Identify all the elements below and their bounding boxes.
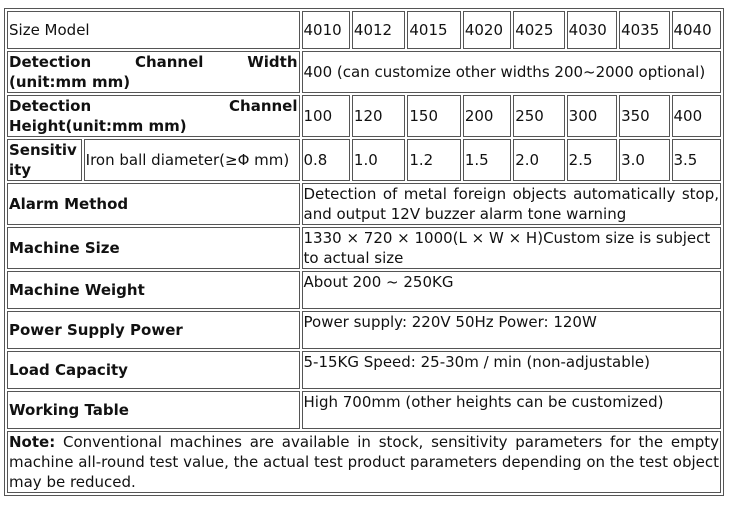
model-cell: 4030 bbox=[567, 11, 617, 49]
sensitivity-cell: 3.5 bbox=[672, 139, 722, 181]
sensitivity-cell: 1.0 bbox=[352, 139, 405, 181]
sensitivity-label: Sensitivity bbox=[7, 139, 82, 181]
model-cell: 4025 bbox=[513, 11, 564, 49]
machine-size-label: Machine Size bbox=[7, 227, 300, 269]
height-cell: 150 bbox=[407, 95, 460, 137]
machine-weight-label: Machine Weight bbox=[7, 271, 300, 309]
load-capacity-label: Load Capacity bbox=[7, 351, 300, 389]
sensitivity-cell: 0.8 bbox=[302, 139, 350, 181]
load-capacity-row bbox=[7, 351, 721, 389]
model-cell: 4012 bbox=[352, 11, 405, 49]
height-cell: 400 bbox=[672, 95, 722, 137]
model-cell: 4015 bbox=[407, 11, 460, 49]
note-cell bbox=[7, 431, 721, 493]
machine-weight-row bbox=[7, 271, 721, 309]
channel-height-label: Detection Channel Height(unit:mm mm) bbox=[9, 97, 298, 135]
specification-table bbox=[4, 8, 724, 496]
sensitivity-sublabel: Iron ball diameter(≥Φ mm) bbox=[84, 139, 300, 181]
power-supply-value: Power supply: 220V 50Hz Power: 120W bbox=[302, 311, 722, 349]
height-cell: 100 bbox=[302, 95, 350, 137]
model-cell: 4040 bbox=[672, 11, 722, 49]
sensitivity-row bbox=[7, 139, 721, 181]
note-text: Conventional machines are available in stock, sensitivity parameters for the empty machine all-round test value, the actual test product parameters depending on the test object may be reduced. bbox=[9, 433, 719, 491]
power-supply-label: Power Supply Power bbox=[7, 311, 300, 349]
working-table-label: Working Table bbox=[7, 391, 300, 429]
working-table-value: High 700mm (other heights can be customized) bbox=[302, 391, 722, 429]
alarm-method-value: Detection of metal foreign objects automatically stop, and output 12V buzzer alarm tone warning bbox=[303, 185, 719, 223]
sensitivity-cell: 2.5 bbox=[567, 139, 617, 181]
sensitivity-cell: 1.5 bbox=[463, 139, 511, 181]
size-model-label: Size Model bbox=[7, 11, 300, 49]
note-row bbox=[7, 431, 721, 493]
alarm-method-label: Alarm Method bbox=[7, 183, 300, 225]
size-model-row bbox=[7, 11, 721, 49]
load-capacity-value: 5-15KG Speed: 25-30m / min (non-adjustable) bbox=[302, 351, 722, 389]
channel-width-value: 400 (can customize other widths 200~2000 optional) bbox=[302, 51, 722, 93]
sensitivity-cell: 1.2 bbox=[407, 139, 460, 181]
channel-width-row bbox=[7, 51, 721, 93]
model-cell: 4035 bbox=[619, 11, 669, 49]
machine-size-value: 1330 × 720 × 1000(L × W × H)Custom size is subject to actual size bbox=[302, 227, 722, 269]
channel-width-label: Detection Channel Width (unit:mm mm) bbox=[9, 53, 298, 91]
height-cell: 250 bbox=[513, 95, 564, 137]
height-cell: 300 bbox=[567, 95, 617, 137]
sensitivity-cell: 2.0 bbox=[513, 139, 564, 181]
height-cell: 200 bbox=[463, 95, 511, 137]
power-supply-row bbox=[7, 311, 721, 349]
alarm-method-row bbox=[7, 183, 721, 225]
model-cell: 4010 bbox=[302, 11, 350, 49]
note-label: Note: bbox=[9, 433, 56, 451]
working-table-row bbox=[7, 391, 721, 429]
model-cell: 4020 bbox=[463, 11, 511, 49]
channel-height-row bbox=[7, 95, 721, 137]
height-cell: 120 bbox=[352, 95, 405, 137]
sensitivity-cell: 3.0 bbox=[619, 139, 669, 181]
machine-weight-value: About 200 ~ 250KG bbox=[302, 271, 722, 309]
machine-size-row bbox=[7, 227, 721, 269]
height-cell: 350 bbox=[619, 95, 669, 137]
